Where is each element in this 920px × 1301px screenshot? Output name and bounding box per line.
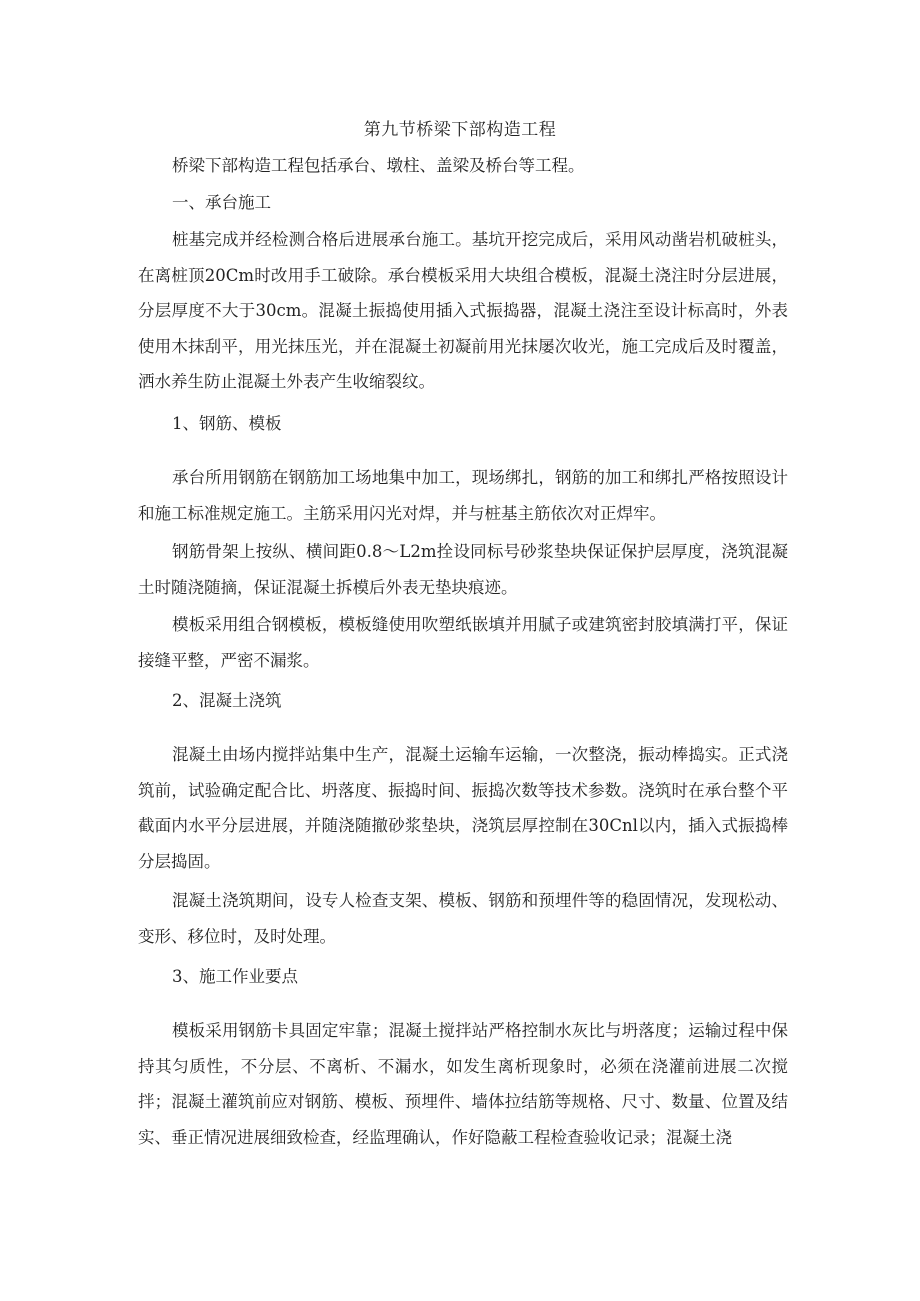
subsection-1-paragraph-3: 模板采用组合钢模板，模板缝使用吹塑纸嵌填并用腻子或建筑密封胶填满打平，保证接缝平整，严密不漏浆。: [138, 615, 788, 670]
subsection-2-paragraph-2: 混凝土浇筑期间，设专人检查支架、模板、钢筋和预埋件等的稳固情况，发现松动、变形、移位时，及时处理。: [138, 891, 788, 946]
section-heading-1: 一、承台施工: [172, 193, 271, 212]
subsection-3-paragraph: 模板采用钢筋卡具固定牢靠；混凝土搅拌站严格控制水灰比与坍落度；运输过程中保持其匀质性，不分层、不离析、不漏水，如发生离析现象时，必须在浇灌前进展二次搅拌；混凝土灌筑前应对钢筋、模板、预埋件、墙体拉结筋等规格、尺寸、数量、位置及结实、垂正情况进展细致检查，经监理确认，作好隐蔽工程检查验收记录；混凝土浇: [138, 1021, 788, 1147]
subsection-heading-1: 1、钢筋、模板: [172, 414, 282, 433]
subsection-heading-3: 3、施工作业要点: [172, 967, 298, 986]
subsection-1-paragraph-1: 承台所用钢筋在钢筋加工场地集中加工，现场绑扎，钢筋的加工和绑扎严格按照设计和施工标准规定施工。主筋采用闪光对焊，并与桩基主筋依次对正焊牢。: [138, 468, 788, 523]
subsection-2-paragraph-1: 混凝土由场内搅拌站集中生产，混凝土运输车运输，一次整浇，振动棒捣实。正式浇筑前，试验确定配合比、坍落度、振捣时间、振捣次数等技术参数。浇筑时在承台整个平截面内水平分层进展，并随浇随撤砂浆垫块，浇筑层厚控制在30Cnl以内，插入式振捣棒分层捣固。: [138, 745, 788, 871]
intro-text: 桥梁下部构造工程包括承台、墩柱、盖梁及桥台等工程。: [172, 156, 585, 175]
page-title: 第九节桥梁下部构造工程: [363, 120, 557, 140]
section-1-paragraph: 桩基完成并经检测合格后进展承台施工。基坑开挖完成后，采用风动凿岩机破桩头，在离桩顶20Cm时改用手工破除。承台模板采用大块组合模板，混凝土浇注时分层进展，分层厚度不大于30cm。混凝土振捣使用插入式振捣器，混凝土浇注至设计标高时，外表使用木抹刮平，用光抹压光，并在混凝土初凝前用光抹屡次收光，施工完成后及时覆盖，洒水养生防止混凝土外表产生收缩裂纹。: [138, 230, 788, 391]
subsection-heading-2: 2、混凝土浇筑: [172, 691, 282, 710]
subsection-1-paragraph-2: 钢筋骨架上按纵、横间距0.8～L2m拴设同标号砂浆垫块保证保护层厚度，浇筑混凝土时随浇随摘，保证混凝土拆模后外表无垫块痕迹。: [138, 542, 788, 597]
